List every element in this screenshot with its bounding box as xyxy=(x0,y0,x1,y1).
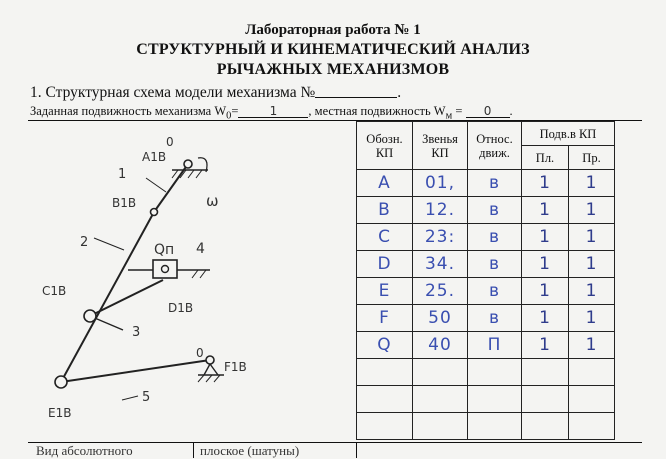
header-designation: Обозн. КП xyxy=(357,122,413,170)
pair-planar xyxy=(522,413,569,440)
pair-name xyxy=(357,386,413,413)
link-2 xyxy=(61,212,154,382)
pair-name: B xyxy=(357,197,413,224)
pair-name: D xyxy=(357,251,413,278)
pair-motion: П xyxy=(468,332,522,359)
section-heading: 1. Структурная схема модели механизма № . xyxy=(30,84,402,101)
pair-planar xyxy=(522,386,569,413)
pair-planar: 1 xyxy=(522,278,569,305)
pair-motion: в xyxy=(468,305,522,332)
pair-links xyxy=(413,359,468,386)
pair-spatial xyxy=(569,413,615,440)
table-row xyxy=(357,251,615,278)
label-link4: 4 xyxy=(196,241,205,257)
pair-links: 23: xyxy=(413,224,468,251)
pair-spatial: 1 xyxy=(569,170,615,197)
pair-spatial: 1 xyxy=(569,305,615,332)
kinematic-pairs-table xyxy=(356,121,615,440)
joint-c xyxy=(84,310,96,322)
label-ground-a: 0 xyxy=(166,135,174,149)
local-mobility-label: , местная подвижность W xyxy=(308,104,446,118)
pair-planar xyxy=(522,359,569,386)
joint-e xyxy=(55,376,67,388)
table-row xyxy=(357,170,615,197)
label-link5: 5 xyxy=(142,390,151,405)
pair-name: Q xyxy=(357,332,413,359)
label-b: B1B xyxy=(112,196,137,210)
joint-d xyxy=(162,266,169,273)
pair-name: C xyxy=(357,224,413,251)
pair-links: 50 xyxy=(413,305,468,332)
pair-planar: 1 xyxy=(522,197,569,224)
local-mobility-field: 0 xyxy=(466,105,510,118)
footer-cell-2: плоское (шатуны) xyxy=(200,443,300,458)
pair-spatial: 1 xyxy=(569,278,615,305)
label-link2: 2 xyxy=(80,235,89,250)
label-f: F1B xyxy=(224,360,247,374)
pair-name xyxy=(357,359,413,386)
label-link3: 3 xyxy=(132,325,141,340)
given-mobility-label: Заданная подвижность механизма W xyxy=(30,104,227,118)
pair-spatial: 1 xyxy=(569,197,615,224)
header-relative-motion: Относ. движ. xyxy=(468,122,522,170)
pair-motion: в xyxy=(468,278,522,305)
lab-title: Лабораторная работа № 1 xyxy=(245,22,421,38)
main-title-line1: СТРУКТУРНЫЙ И КИНЕМАТИЧЕСКИЙ АНАЛИЗ xyxy=(136,41,530,58)
pair-name: A xyxy=(357,170,413,197)
table-row xyxy=(357,413,615,440)
pair-motion xyxy=(468,413,522,440)
pair-links: 40 xyxy=(413,332,468,359)
pair-links xyxy=(413,386,468,413)
footer-row xyxy=(28,442,642,458)
pair-links: 34. xyxy=(413,251,468,278)
mechanism-number-field xyxy=(315,83,397,98)
pair-motion xyxy=(468,386,522,413)
header-links: Звенья КП xyxy=(413,122,468,170)
header-mobility: Подв.в КП xyxy=(522,122,615,146)
header-planar: Пл. xyxy=(522,146,569,170)
pair-planar: 1 xyxy=(522,305,569,332)
pair-motion xyxy=(468,359,522,386)
pair-links xyxy=(413,413,468,440)
label-e: E1B xyxy=(48,406,72,420)
pair-links: 01, xyxy=(413,170,468,197)
joint-b xyxy=(151,209,158,216)
mechanism-diagram xyxy=(28,120,356,442)
pair-planar: 1 xyxy=(522,170,569,197)
table-row xyxy=(357,305,615,332)
pair-spatial: 1 xyxy=(569,251,615,278)
given-mobility-field: 1 xyxy=(238,105,308,118)
table-row xyxy=(357,197,615,224)
footer-cell-1: Вид абсолютного xyxy=(36,443,133,458)
pair-name: E xyxy=(357,278,413,305)
pair-spatial: 1 xyxy=(569,332,615,359)
pair-links: 25. xyxy=(413,278,468,305)
pair-spatial xyxy=(569,359,615,386)
label-c: C1B xyxy=(42,284,67,298)
label-q: Qп xyxy=(154,242,175,258)
pair-motion: в xyxy=(468,170,522,197)
link-5 xyxy=(61,360,210,382)
link-1 xyxy=(154,164,188,212)
label-a: A1B xyxy=(142,150,167,164)
joint-a xyxy=(184,160,192,168)
table-row xyxy=(357,224,615,251)
header-spatial: Пр. xyxy=(569,146,615,170)
section-heading-text: 1. Структурная схема модели механизма № xyxy=(30,84,316,101)
joint-f xyxy=(206,356,214,364)
pair-links: 12. xyxy=(413,197,468,224)
table-row xyxy=(357,386,615,413)
mobility-line: Заданная подвижность механизма $W_0= 1$ , местная подвижность $W_м = 0$ . xyxy=(30,104,513,122)
pair-planar: 1 xyxy=(522,251,569,278)
table-row xyxy=(357,278,615,305)
main-title-line2: РЫЧАЖНЫХ МЕХАНИЗМОВ xyxy=(216,61,450,78)
pair-planar: 1 xyxy=(522,224,569,251)
pair-spatial xyxy=(569,386,615,413)
table-row xyxy=(357,332,615,359)
label-d: D1B xyxy=(168,301,194,315)
table-row xyxy=(357,359,615,386)
pair-name: F xyxy=(357,305,413,332)
link-3 xyxy=(90,280,163,316)
label-ground-f: 0 xyxy=(196,346,204,360)
pair-motion: в xyxy=(468,251,522,278)
pair-name xyxy=(357,413,413,440)
label-link1: 1 xyxy=(118,167,127,182)
label-omega: ω xyxy=(206,192,219,210)
pair-spatial: 1 xyxy=(569,224,615,251)
pair-planar: 1 xyxy=(522,332,569,359)
pair-motion: в xyxy=(468,197,522,224)
pair-motion: в xyxy=(468,224,522,251)
